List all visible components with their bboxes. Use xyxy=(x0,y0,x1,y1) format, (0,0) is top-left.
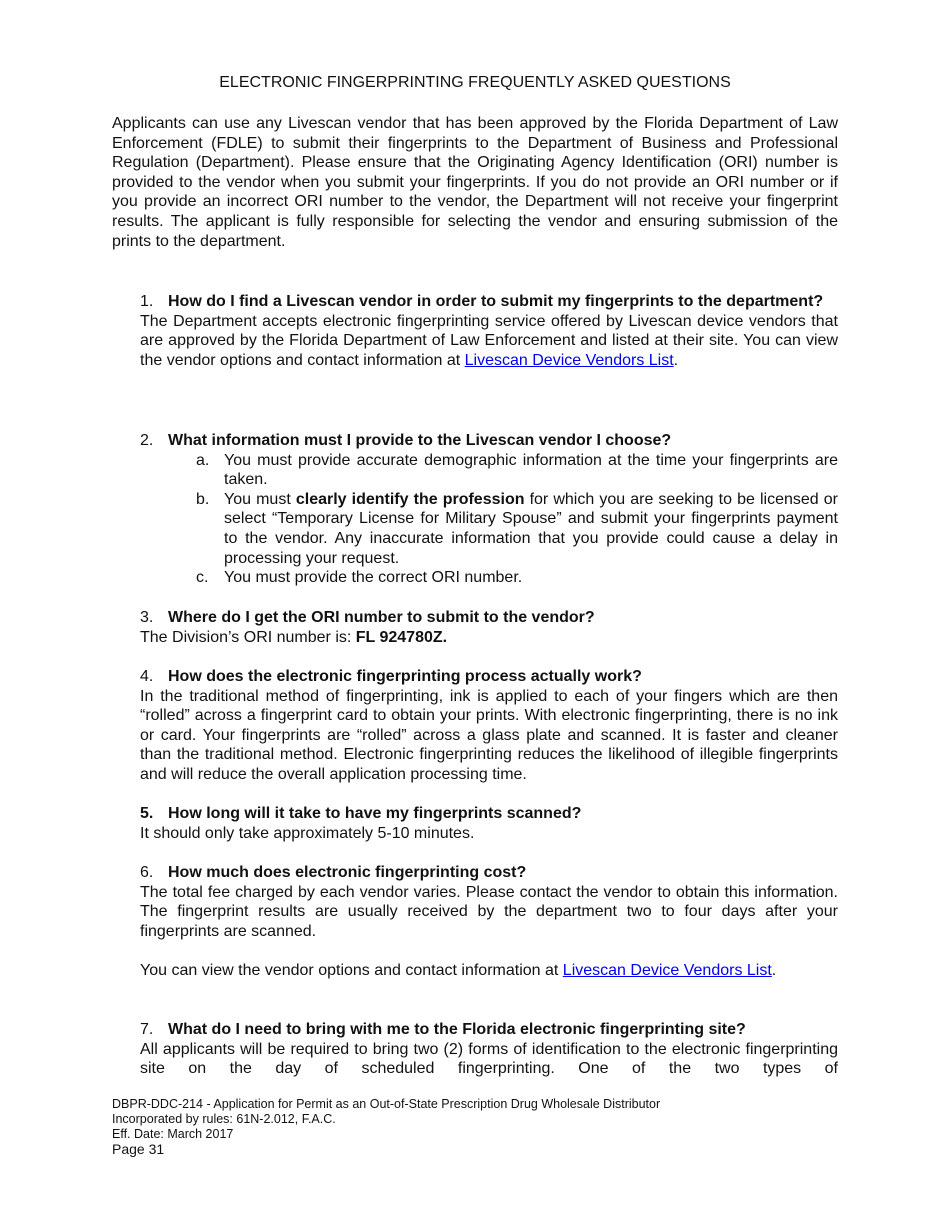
question-number: 5. xyxy=(140,805,154,822)
list-item xyxy=(140,568,838,588)
list-item-label: c. xyxy=(196,569,209,587)
footer-effective-date: Eff. Date: March 2017 xyxy=(112,1126,234,1141)
question-text: How long will it take to have my fingerprints scanned? xyxy=(168,805,582,822)
question-number: 1. xyxy=(140,293,154,310)
list-item-text: You must provide accurate demographic information at the time your fingerprints are taken. xyxy=(224,451,838,489)
answer-text: In the traditional method of fingerprinting, ink is applied to each of your fingers which are then “rolled” across a fingerprint card to obtain your prints. With electronic fingerprinting, there is no ink or card. Your fingerprints are “rolled” across a glass plate and scanned. It is faster and cleaner than the traditional method. Electronic fingerprinting reduces the likelihood of illegible fingerprints and will reduce the overall application processing time. xyxy=(140,687,838,783)
faq-item-3 xyxy=(140,608,838,647)
livescan-vendors-link[interactable]: Livescan Device Vendors List xyxy=(464,351,674,369)
question-number: 3. xyxy=(140,609,154,626)
question-text: How do I find a Livescan vendor in order to submit my fingerprints to the department? xyxy=(168,293,824,310)
question-heading xyxy=(140,431,838,451)
question-text: Where do I get the ORI number to submit to the vendor? xyxy=(168,609,595,626)
answer-text-part: The Department accepts electronic fingerprinting service offered by Livescan device vendors that are approved by the Florida Department of Law Enforcement and listed at their site. You can view the vendor options and contact information at xyxy=(140,312,838,369)
answer-text-part: . xyxy=(673,351,679,369)
page-title: ELECTRONIC FINGERPRINTING FREQUENTLY ASKED QUESTIONS xyxy=(219,74,731,91)
list-item xyxy=(140,490,838,568)
answer-text-part: You can view the vendor options and contact information at xyxy=(140,961,563,979)
answer-text xyxy=(140,312,838,371)
question-number: 4. xyxy=(140,668,154,685)
list-item-text: You must provide the correct ORI number. xyxy=(224,569,523,587)
question-heading xyxy=(140,804,838,824)
question-number: 7. xyxy=(140,1021,154,1038)
question-text: What do I need to bring with me to the Florida electronic fingerprinting site? xyxy=(168,1021,746,1038)
faq-item-1 xyxy=(140,292,838,370)
faq-item-7 xyxy=(140,1020,838,1079)
question-heading xyxy=(140,292,838,312)
followup-text xyxy=(140,961,838,981)
list-item-label: b. xyxy=(196,490,210,508)
answer-text: All applicants will be required to bring two (2) forms of identification to the electronic fingerprinting site on the day of scheduled fingerprinting. One of the two types of xyxy=(140,1040,838,1078)
answer-text xyxy=(140,628,838,648)
question-text: How does the electronic fingerprinting process actually work? xyxy=(168,668,642,685)
answer-text-part: . xyxy=(771,961,777,979)
faq-item-6 xyxy=(140,863,838,981)
list-item-emphasis: clearly identify the profession xyxy=(295,490,525,508)
page-number: Page 31 xyxy=(112,1141,165,1158)
question-number: 2. xyxy=(140,432,154,449)
list-item-text-part: for which you are seeking to be licensed or select “Temporary License for Military Spouse” and submit your fingerprints payment to the vendor. Any inaccurate information that you provide could cause a delay in processing your request. xyxy=(224,490,838,567)
footer-rules: Incorporated by rules: 61N-2.012, F.A.C. xyxy=(112,1111,336,1126)
answer-text: The total fee charged by each vendor varies. Please contact the vendor to obtain this information. The fingerprint results are usually received by the department two to four days after your fingerprints are scanned. xyxy=(140,883,838,940)
question-text: What information must I provide to the Livescan vendor I choose? xyxy=(168,432,672,449)
list-item-text-part: You must xyxy=(224,490,296,508)
list-item-label: a. xyxy=(196,451,210,469)
question-heading xyxy=(140,863,838,883)
answer-text-part: The Division’s ORI number is: xyxy=(140,628,356,646)
ori-number: FL 924780Z. xyxy=(355,628,448,646)
faq-item-5 xyxy=(140,804,838,843)
faq-item-4 xyxy=(140,667,838,785)
livescan-vendors-link[interactable]: Livescan Device Vendors List xyxy=(562,961,772,979)
list-item xyxy=(140,451,838,490)
requirements-list xyxy=(140,451,838,588)
question-text: How much does electronic fingerprinting cost? xyxy=(168,864,527,881)
faq-item-2 xyxy=(140,431,838,588)
footer-form-title: DBPR-DDC-214 - Application for Permit as an Out-of-State Prescription Drug Wholesale Distributor xyxy=(112,1097,661,1111)
list-item-text xyxy=(224,490,838,568)
question-heading xyxy=(140,1020,838,1040)
page-footer xyxy=(112,1097,660,1158)
question-heading xyxy=(140,608,838,628)
answer-text: It should only take approximately 5-10 minutes. xyxy=(140,824,475,842)
question-heading xyxy=(140,667,838,687)
question-number: 6. xyxy=(140,864,154,881)
intro-paragraph: Applicants can use any Livescan vendor that has been approved by the Florida Department of Law Enforcement (FDLE) to submit their fingerprints to the Department of Business and Professional Regulation (Department). Please ensure that the Originating Agency Identification (ORI) number is provided to the vendor when you submit your fingerprints. If you do not provide an ORI number or if you provide an incorrect ORI number to the vendor, the Department will not receive your fingerprint results. The applicant is fully responsible for selecting the vendor and ensuring submission of the prints to the department. xyxy=(112,115,838,250)
